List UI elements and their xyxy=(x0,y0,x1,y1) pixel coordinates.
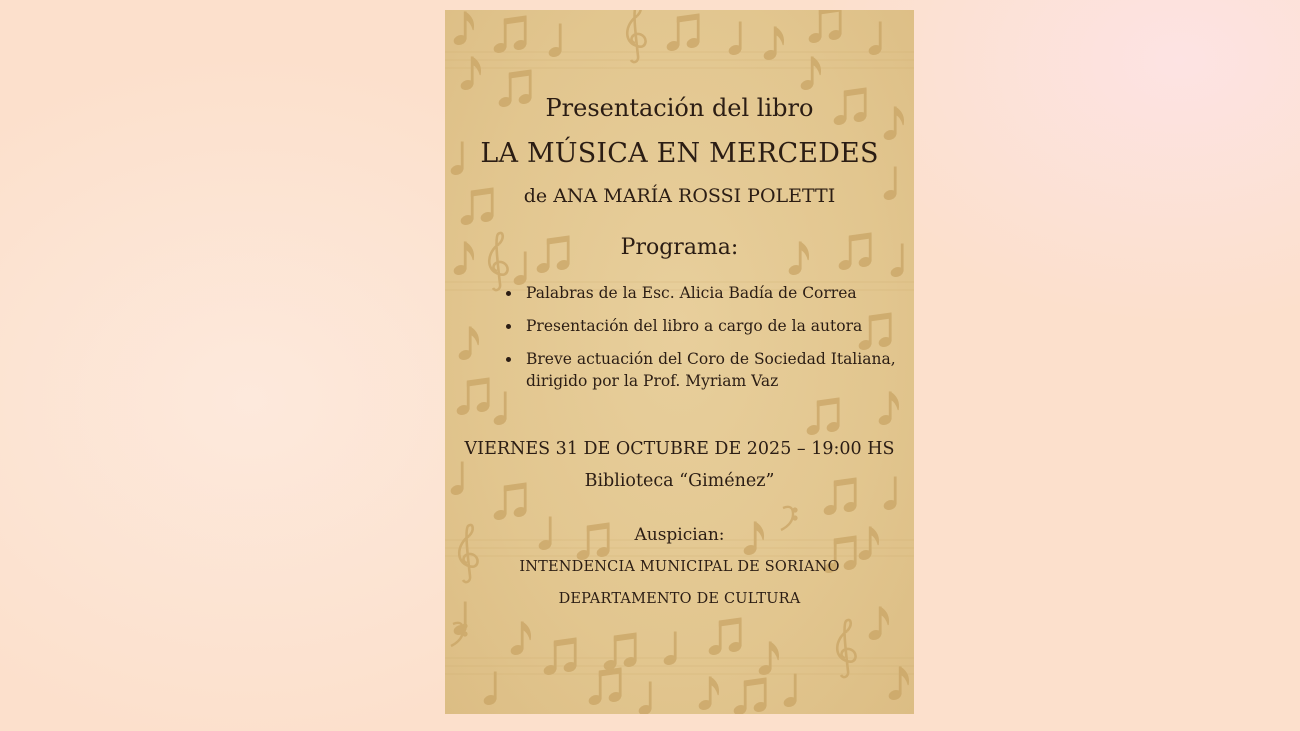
program-item-text: Palabras de la Esc. Alicia Badía de Correa xyxy=(526,284,857,302)
event-venue: Biblioteca “Giménez” xyxy=(584,471,775,491)
list-item xyxy=(503,348,913,392)
program-item-text-continued: dirigido por la Prof. Myriam Vaz xyxy=(526,372,779,390)
list-item xyxy=(503,282,913,304)
sponsor-item: INTENDENCIA MUNICIPAL DE SORIANO xyxy=(519,559,840,575)
event-date-time: VIERNES 31 DE OCTUBRE DE 2025 – 19:00 HS xyxy=(464,439,895,459)
program-item-text: Presentación del libro a cargo de la autora xyxy=(526,317,863,335)
program-heading: Programa: xyxy=(620,235,739,260)
author-line: de ANA MARÍA ROSSI POLETTI xyxy=(523,185,836,207)
program-list xyxy=(503,282,913,403)
list-item xyxy=(503,315,913,337)
book-title: LA MÚSICA EN MERCEDES xyxy=(480,138,879,169)
bullet-icon xyxy=(506,357,511,362)
poster-heading: Presentación del libro xyxy=(545,94,814,122)
program-item-text: Breve actuación del Coro de Sociedad Italiana, xyxy=(526,350,896,368)
bullet-icon xyxy=(506,291,511,296)
bullet-icon xyxy=(506,324,511,329)
sponsors-heading: Auspician: xyxy=(634,525,725,545)
event-poster xyxy=(445,10,914,714)
sponsor-item: DEPARTAMENTO DE CULTURA xyxy=(558,591,801,607)
